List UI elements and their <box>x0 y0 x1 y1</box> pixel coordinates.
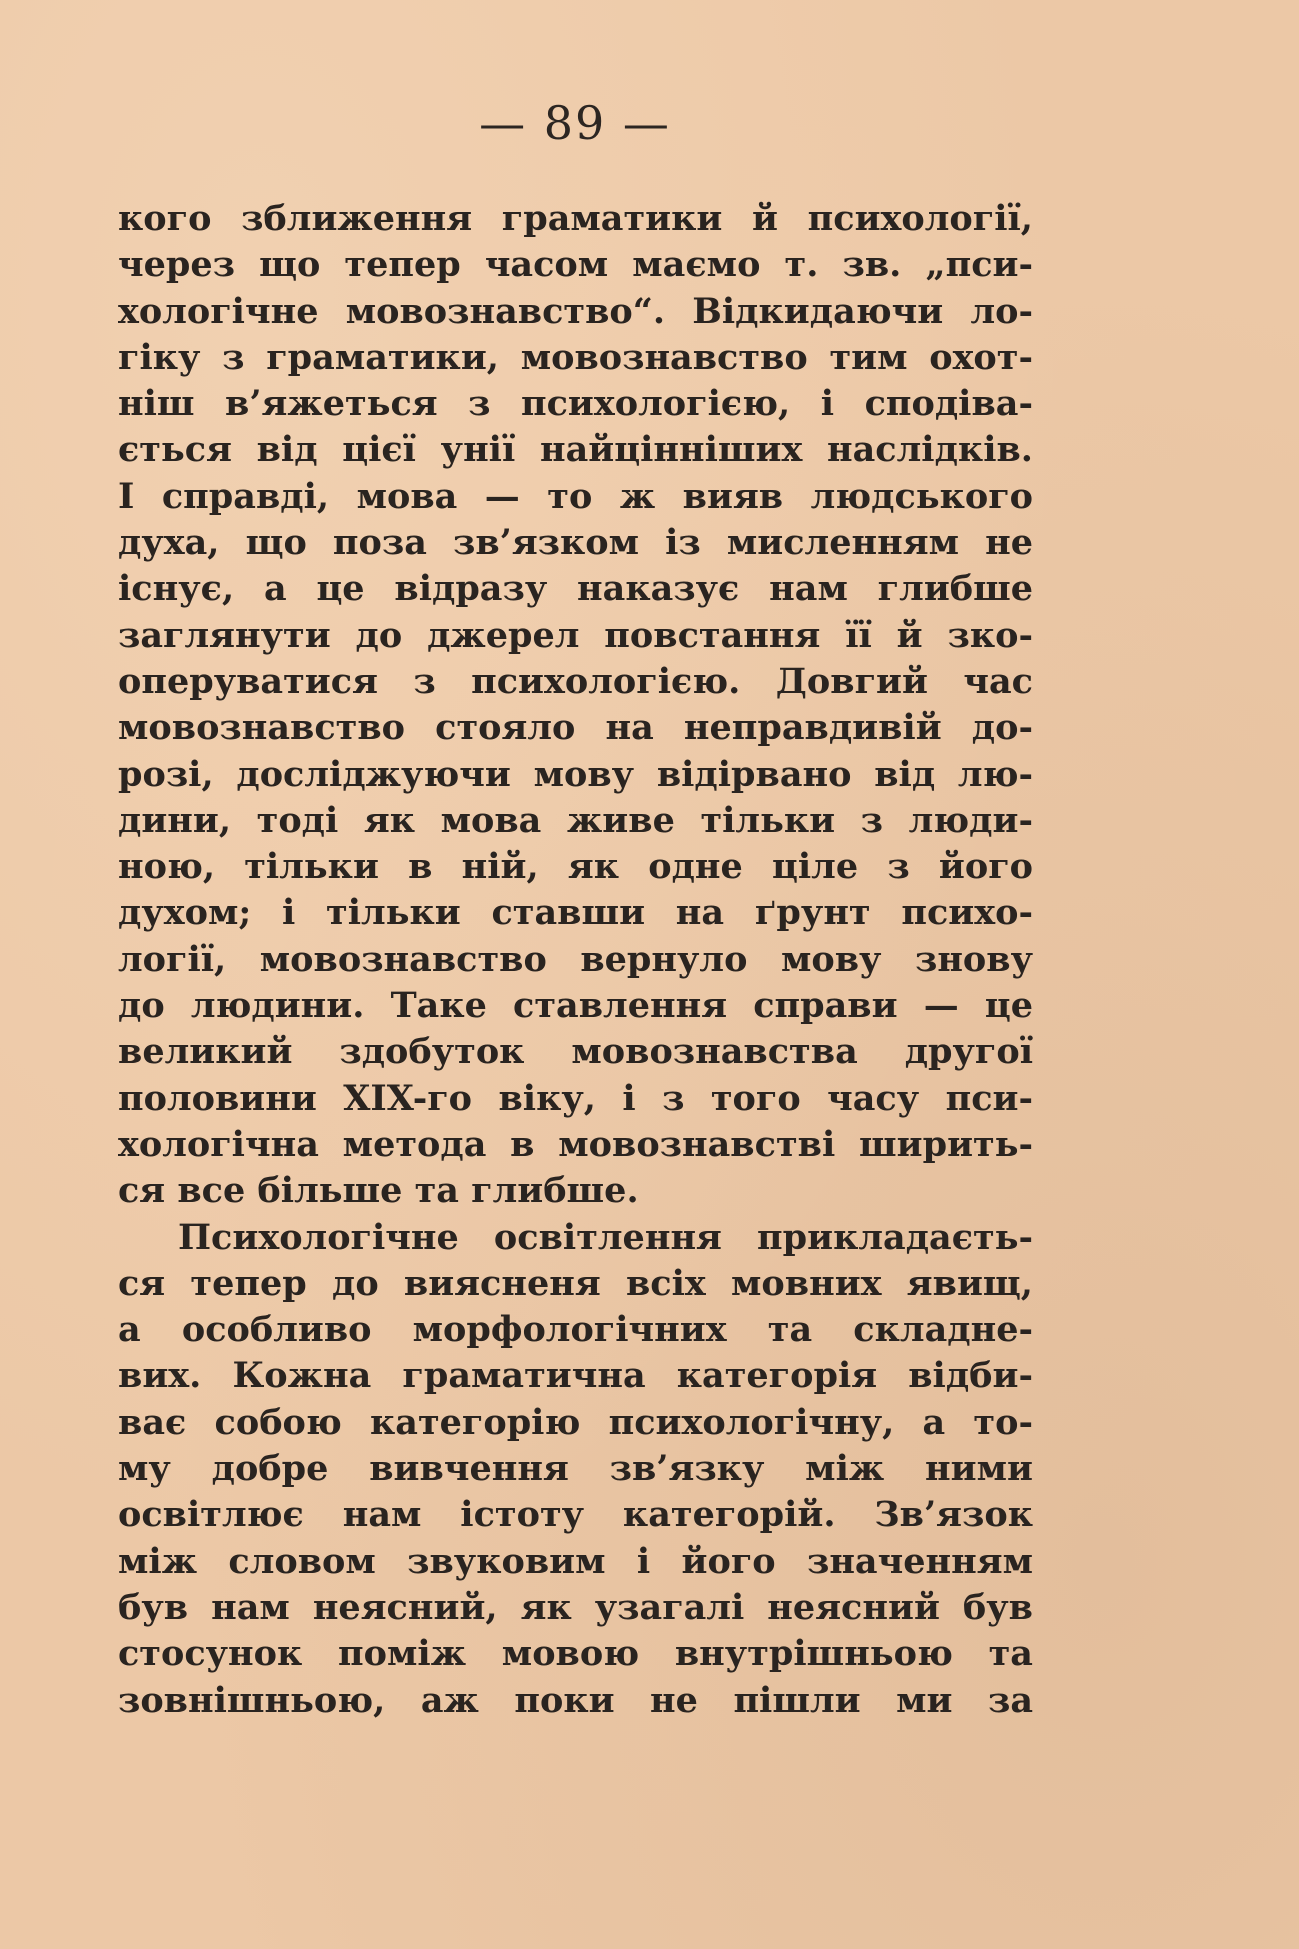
text-line: зовнішньою, аж поки не пішли ми за <box>118 1679 1033 1721</box>
text-line: був нам неясний, як узагалі неясний був <box>118 1586 1033 1628</box>
text-line: логії, мовознавство вернуло мову знову <box>118 938 1033 980</box>
text-line: ся все більше та глибше. <box>118 1170 639 1212</box>
text-line: заглянути до джерел повстання її й зко- <box>118 614 1033 656</box>
text-line: через що тепер часом маємо т. зв. „пси- <box>118 244 1033 286</box>
text-line: духа, що поза зв’язком із мисленням не <box>118 522 1033 564</box>
page-number: — 89 — <box>479 96 671 150</box>
text-line: хологічна метода в мовознавстві ширить- <box>118 1123 1033 1165</box>
text-line: духом; і тільки ставши на ґрунт психо- <box>118 892 1033 934</box>
paragraph-1 <box>118 196 1033 1215</box>
text-line: ває собою категорію психологічну, а то- <box>118 1401 1033 1443</box>
text-line: розі, досліджуючи мову відірвано від лю- <box>118 753 1033 795</box>
text-line: дини, тоді як мова живе тільки з люди- <box>118 799 1033 841</box>
text-line: гіку з граматики, мовознавство тим охот- <box>118 336 1033 378</box>
text-line: хологічне мовознавство“. Відкидаючи ло- <box>118 290 1033 332</box>
text-line: стосунок поміж мовою внутрішньою та <box>118 1633 1033 1675</box>
text-line: І справді, мова — то ж вияв людського <box>118 475 1033 517</box>
text-line: ється від цієї унії найцінніших наслідків. <box>118 429 1033 471</box>
text-line: між словом звуковим і його значенням <box>118 1540 1033 1582</box>
body-text <box>118 196 1033 1724</box>
text-line: мовознавство стояло на неправдивій до- <box>118 707 1033 749</box>
paragraph-2 <box>118 1215 1033 1724</box>
text-line: Психологічне освітлення прикладаєть- <box>178 1216 1033 1258</box>
text-line: ною, тільки в ній, як одне ціле з його <box>118 846 1033 888</box>
text-line: вих. Кожна граматична категорія відби- <box>118 1355 1033 1397</box>
text-line: оперуватися з психологією. Довгий час <box>118 660 1033 702</box>
text-line: кого зближення граматики й психології, <box>118 198 1033 239</box>
text-line: му добре вивчення зв’язку між ними <box>118 1448 1033 1490</box>
text-line: освітлює нам істоту категорій. Зв’язок <box>118 1494 1033 1536</box>
text-line: ніш в’яжеться з психологією, і сподіва- <box>118 383 1033 425</box>
text-line: а особливо морфологічних та складне- <box>118 1309 1033 1351</box>
text-line: до людини. Таке ставлення справи — це <box>118 985 1033 1027</box>
text-line: існує, а це відразу наказує нам глибше <box>118 568 1033 610</box>
text-line: великий здобуток мовознавства другої <box>118 1031 1033 1073</box>
text-line: половини XIX-го віку, і з того часу пси- <box>118 1077 1033 1119</box>
text-line: ся тепер до виясненя всіх мовних явищ, <box>118 1262 1033 1304</box>
